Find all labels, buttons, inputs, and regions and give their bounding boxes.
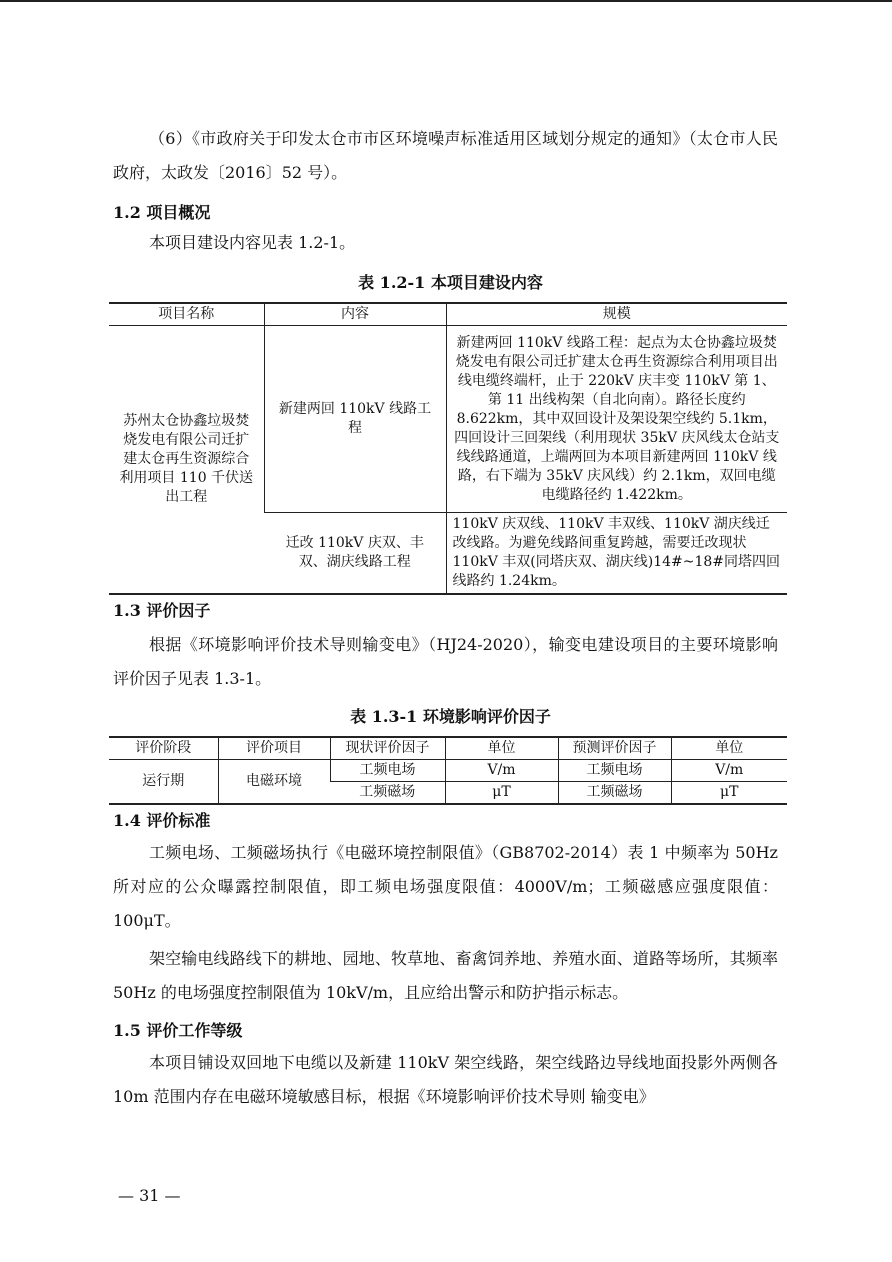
- table-1-2-construction-content: [109, 302, 787, 595]
- table-header-row: [109, 303, 787, 326]
- scale-cell: 新建两回 110kV 线路工程：起点为太仓协鑫垃圾焚烧发电有限公司迁扩建太仓再生资源综合利用项目出线电缆终端杆，止于 220kV 庆丰变 110kV 第 1、第 11 出线构架（自北向南）。路径长度约 8.622km，其中双回设计及架设架空线约 5.1km，四回设计三回架线（利用现状 35kV 庆风线太仓站支线线路通道，上端两回为本项目新建两回 110kV 线路，右下端为 35kV 庆风线）约 2.1km，双回电缆电缆路径约 1.422km。: [446, 326, 787, 513]
- project-name-cell: 苏州太仓协鑫垃圾焚烧发电有限公司迁扩建太仓再生资源综合利用项目 110 千伏送出工程: [109, 326, 264, 595]
- current-factor-cell: 工频磁场: [330, 782, 445, 805]
- header-item: 评价项目: [218, 737, 330, 760]
- item-cell: 电磁环境: [218, 760, 330, 805]
- paragraph-1-2: 本项目建设内容见表 1.2-1。: [149, 233, 356, 252]
- header-scale: 规模: [446, 303, 787, 326]
- unit-cell: μT: [445, 782, 558, 805]
- page-number: — 31 —: [118, 1186, 181, 1205]
- header-stage: 评价阶段: [109, 737, 218, 760]
- table-row: [109, 760, 787, 782]
- table-1-2-caption: 表 1.2-1 本项目建设内容: [358, 273, 543, 292]
- header-unit: 单位: [445, 737, 558, 760]
- unit-cell: V/m: [671, 760, 787, 782]
- predict-factor-cell: 工频电场: [558, 760, 671, 782]
- header-unit: 单位: [671, 737, 787, 760]
- unit-cell: μT: [671, 782, 787, 805]
- header-project-name: 项目名称: [109, 303, 264, 326]
- predict-factor-cell: 工频磁场: [558, 782, 671, 805]
- content-cell: 新建两回 110kV 线路工程: [264, 326, 446, 513]
- header-predict-factor: 预测评价因子: [558, 737, 671, 760]
- paragraph-1-5: 本项目铺设双回地下电缆以及新建 110kV 架空线路，架空线路边导线地面投影外两侧各 10m 范围内存在电磁环境敏感目标，根据《环境影响评价技术导则 输变电》: [113, 1053, 778, 1106]
- section-heading-1-4: 1.4 评价标准: [113, 811, 211, 830]
- scale-cell: 110kV 庆双线、110kV 丰双线、110kV 湖庆线迁改线路。为避免线路间重复跨越，需要迁改现状 110kV 丰双(同塔庆双、湖庆线)14#~18#同塔四回线路约 1.24km。: [446, 513, 787, 595]
- paragraph-reference-6: （6）《市政府关于印发太仓市市区环境噪声标准适用区域划分规定的通知》（太仓市人民政府，太政发〔2016〕52 号）。: [113, 129, 778, 182]
- paragraph-1-4-overhead-lines: 架空输电线路线下的耕地、园地、牧草地、畜禽饲养地、养殖水面、道路等场所，其频率 50Hz 的电场强度控制限值为 10kV/m，且应给出警示和防护指示标志。: [113, 949, 778, 1002]
- page-top-border: [0, 0, 892, 2]
- stage-cell: 运行期: [109, 760, 218, 805]
- paragraph-1-3: 根据《环境影响评价技术导则输变电》（HJ24-2020），输变电建设项目的主要环境影响评价因子见表 1.3-1。: [113, 635, 778, 688]
- header-current-factor: 现状评价因子: [330, 737, 445, 760]
- content-cell: 迁改 110kV 庆双、丰双、湖庆线路工程: [264, 513, 446, 595]
- paragraph-1-4-limits: 工频电场、工频磁场执行《电磁环境控制限值》（GB8702-2014）表 1 中频率为 50Hz 所对应的公众曝露控制限值，即工频电场强度限值：4000V/m；工频磁感应强度限值：100μT。: [113, 843, 778, 930]
- header-content: 内容: [264, 303, 446, 326]
- section-heading-1-2: 1.2 项目概况: [113, 203, 211, 222]
- section-heading-1-3: 1.3 评价因子: [113, 601, 211, 620]
- section-heading-1-5: 1.5 评价工作等级: [113, 1021, 243, 1040]
- table-1-3-caption: 表 1.3-1 环境影响评价因子: [350, 707, 551, 726]
- current-factor-cell: 工频电场: [330, 760, 445, 782]
- table-header-row: [109, 737, 787, 760]
- unit-cell: V/m: [445, 760, 558, 782]
- table-1-3-evaluation-factors: [109, 736, 787, 805]
- table-row: [109, 326, 787, 513]
